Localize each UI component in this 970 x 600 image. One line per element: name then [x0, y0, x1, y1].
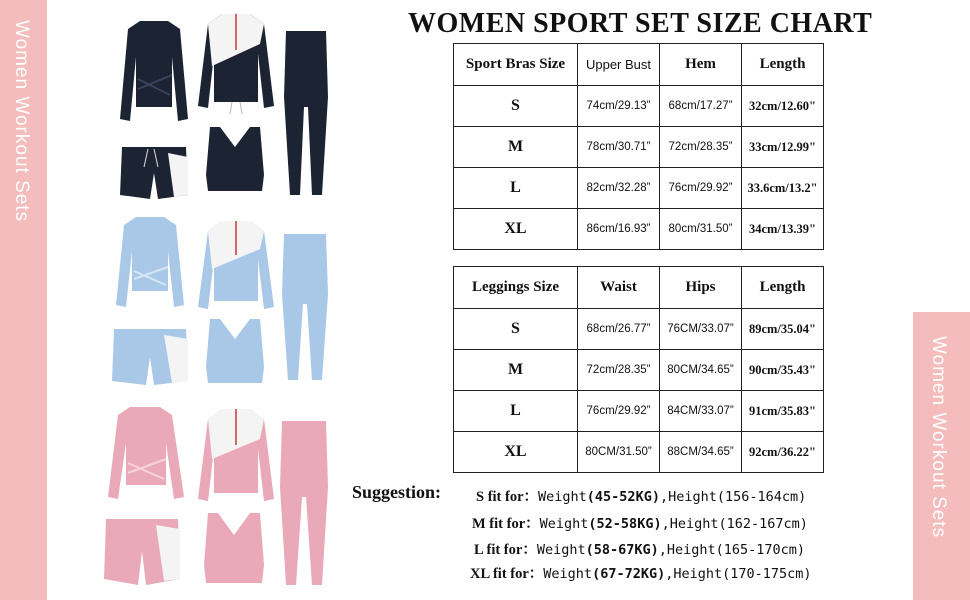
leggings-waist-s: 68cm/26.77” — [578, 309, 660, 350]
bras-length-l: 33.6cm/13.2" — [742, 168, 824, 209]
leggings-size-l: L — [454, 391, 578, 432]
suggestion-row-xl — [470, 562, 812, 583]
suggestion-row-s — [476, 485, 806, 506]
suggestion-weight-range-s: (45-52KG) — [586, 489, 660, 505]
leggings-size-table — [453, 266, 824, 473]
suggestion-weight-word-m: Weight — [539, 516, 589, 532]
bras-length-m: 33cm/12.99" — [742, 127, 824, 168]
right-banner-gap — [913, 0, 970, 312]
leggings-waist-l: 76cm/29.92” — [578, 391, 660, 432]
bras-upper-bust-s: 74cm/29.13” — [578, 86, 660, 127]
pink-half-zip-jacket-image — [196, 405, 276, 509]
suggestion-label-l: L fit for： — [474, 542, 537, 558]
table-row — [454, 209, 824, 250]
bras-hem-xl: 80cm/31.50” — [660, 209, 742, 250]
suggestion-label-xl: XL fit for： — [470, 566, 544, 582]
bras-hem-m: 72cm/28.35” — [660, 127, 742, 168]
navy-sports-bra-image — [200, 125, 270, 197]
bras-size-s: S — [454, 86, 578, 127]
leggings-hips-l: 84CM/33.07” — [660, 391, 742, 432]
chart-title: WOMEN SPORT SET SIZE CHART — [408, 8, 873, 39]
pink-shorts-image — [102, 515, 182, 589]
pink-sports-bra-image — [198, 511, 270, 589]
bras-size-l: L — [454, 168, 578, 209]
leggings-size-s: S — [454, 309, 578, 350]
table-row — [454, 168, 824, 209]
navy-leggings-image — [280, 27, 332, 199]
bras-header-hem: Hem — [660, 44, 742, 86]
leggings-length-s: 89cm/35.04" — [742, 309, 824, 350]
blue-sports-bra-image — [200, 317, 270, 389]
suggestion-weight-word-xl: Weight — [543, 566, 593, 582]
suggestion-height-m: ,Height(162-167cm) — [661, 516, 808, 532]
suggestion-weight-range-m: (52-58KG) — [588, 516, 662, 532]
bras-header-size: Sport Bras Size — [454, 44, 578, 86]
leggings-waist-m: 72cm/28.35” — [578, 350, 660, 391]
suggestion-weight-word-s: Weight — [538, 489, 587, 505]
bras-size-m: M — [454, 127, 578, 168]
navy-long-sleeve-top-image — [118, 15, 190, 127]
leggings-header-length: Length — [742, 267, 824, 309]
right-banner-text: Women Workout Sets — [928, 336, 949, 539]
bras-upper-bust-xl: 86cm/16.93” — [578, 209, 660, 250]
leggings-hips-s: 76CM/33.07” — [660, 309, 742, 350]
pink-leggings-image — [276, 417, 332, 589]
suggestion-height-xl: ,Height(170-175cm) — [665, 566, 812, 582]
blue-leggings-image — [278, 230, 332, 385]
leggings-hips-m: 80CM/34.65” — [660, 350, 742, 391]
table-row — [454, 86, 824, 127]
suggestion-weight-range-xl: (67-72KG) — [592, 566, 666, 582]
suggestion-weight-range-l: (58-67KG) — [585, 542, 659, 558]
leggings-size-xl: XL — [454, 432, 578, 473]
leggings-header-waist: Waist — [578, 267, 660, 309]
table-row — [454, 391, 824, 432]
leggings-size-m: M — [454, 350, 578, 391]
bras-header-upper-bust: Upper Bust — [578, 44, 660, 86]
left-banner-text: Women Workout Sets — [11, 20, 32, 223]
leggings-hips-xl: 88CM/34.65” — [660, 432, 742, 473]
suggestion-label-m: M fit for： — [472, 516, 540, 532]
leggings-header-row — [454, 267, 824, 309]
bras-header-row — [454, 44, 824, 86]
leggings-length-l: 91cm/35.83" — [742, 391, 824, 432]
navy-shorts-image — [118, 143, 190, 203]
bras-length-s: 32cm/12.60" — [742, 86, 824, 127]
blue-half-zip-jacket-image — [196, 217, 276, 317]
bras-upper-bust-l: 82cm/32.28” — [578, 168, 660, 209]
blue-shorts-image — [110, 325, 190, 389]
suggestion-row-l — [474, 538, 805, 559]
suggestion-block — [352, 482, 907, 592]
bras-upper-bust-m: 78cm/30.71” — [578, 127, 660, 168]
leggings-header-size: Leggings Size — [454, 267, 578, 309]
blue-long-sleeve-top-image — [114, 213, 186, 313]
leggings-length-m: 90cm/35.43" — [742, 350, 824, 391]
suggestion-height-l: ,Height(165-170cm) — [658, 542, 806, 558]
suggestion-height-s: ,Height(156-164cm) — [659, 489, 807, 505]
bras-hem-s: 68cm/17.27” — [660, 86, 742, 127]
table-row — [454, 432, 824, 473]
suggestion-title: Suggestion: — [352, 482, 442, 502]
table-row — [454, 309, 824, 350]
suggestion-row-m — [472, 512, 808, 533]
bras-header-length: Length — [742, 44, 824, 86]
leggings-header-hips: Hips — [660, 267, 742, 309]
table-row — [454, 350, 824, 391]
pink-long-sleeve-top-image — [106, 403, 186, 507]
leggings-length-xl: 92cm/36.22" — [742, 432, 824, 473]
bras-hem-l: 76cm/29.92” — [660, 168, 742, 209]
suggestion-label-s: S fit for： — [476, 489, 539, 505]
bras-size-xl: XL — [454, 209, 578, 250]
navy-half-zip-jacket-image — [196, 10, 276, 120]
bras-length-xl: 34cm/13.39" — [742, 209, 824, 250]
sport-bras-size-table — [453, 43, 824, 250]
table-row — [454, 127, 824, 168]
suggestion-weight-word-l: Weight — [536, 542, 586, 558]
leggings-waist-xl: 80CM/31.50” — [578, 432, 660, 473]
product-gallery — [100, 5, 360, 595]
